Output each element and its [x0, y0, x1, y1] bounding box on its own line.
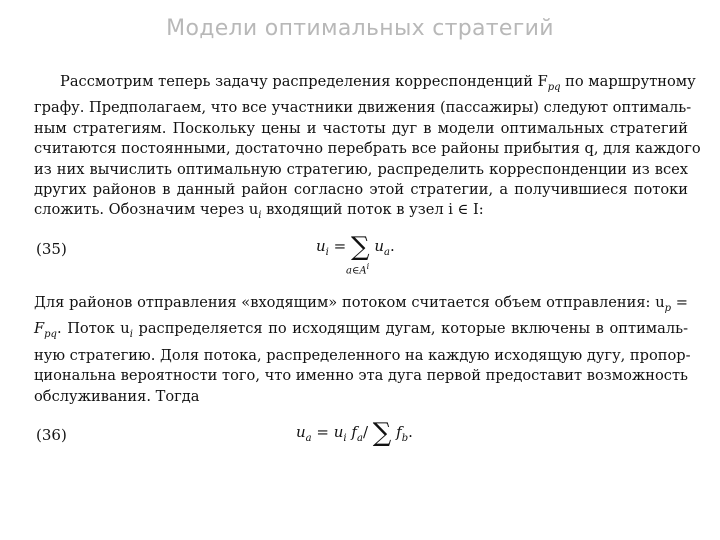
text-line: сложить. Обозначим через $u_i$ входящий поток в узел i ∈ I: — [34, 201, 484, 222]
sum-symbol: ∑ — [372, 418, 392, 448]
text-line: Рассмотрим теперь задачу распределения корреспонденций $F_{pq}$ по маршрутному — [60, 73, 696, 93]
equation-number-36: (36) — [36, 426, 67, 444]
text-line: обслуживания. Тогда — [34, 387, 200, 405]
text-line: считаются постоянными, достаточно перебрать все районы прибытия q, для каждого — [34, 140, 701, 158]
text-line: других районов в данный район согласно этой стратегии, а получившиеся потоки — [34, 181, 688, 199]
paragraph-2 — [34, 293, 691, 407]
equation-35: $u_i$ = ∑ $u_a$. $a\in A^i$ — [316, 232, 395, 277]
text-line: ную стратегию. Доля потока, распределенного на каждую исходящую дугу, пропор- — [34, 346, 691, 364]
paragraph-1 — [34, 72, 701, 227]
slide-title: Модели оптимальных стратегий — [166, 16, 554, 41]
text-line: $F_{pq}$. Поток $u_i$ распределяется по исходящим дугам, которые включены в оптималь- — [34, 320, 688, 341]
equation-number-35: (35) — [36, 240, 67, 258]
text-line: из них вычислить оптимальную стратегию, распределить корреспонденции из всех — [34, 160, 688, 178]
equation-36: $u_a = u_i$ $f_a/$ ∑ $f_b$. — [296, 418, 413, 448]
sum-symbol: ∑ — [350, 232, 370, 262]
sum-index: $a\in A^i$ — [346, 262, 370, 277]
text-line: ным стратегиям. Поскольку цены и частоты дуг в модели оптимальных стратегий — [34, 119, 688, 137]
text-line: циональна вероятности того, что именно эта дуга первой предоставит возможность — [34, 367, 688, 385]
text-line: графу. Предполагаем, что все участники движения (пассажиры) следуют оптималь- — [34, 99, 692, 117]
text-line: Для районов отправления «входящим» потоком считается объем отправления: $u_p$ = — [34, 294, 688, 314]
